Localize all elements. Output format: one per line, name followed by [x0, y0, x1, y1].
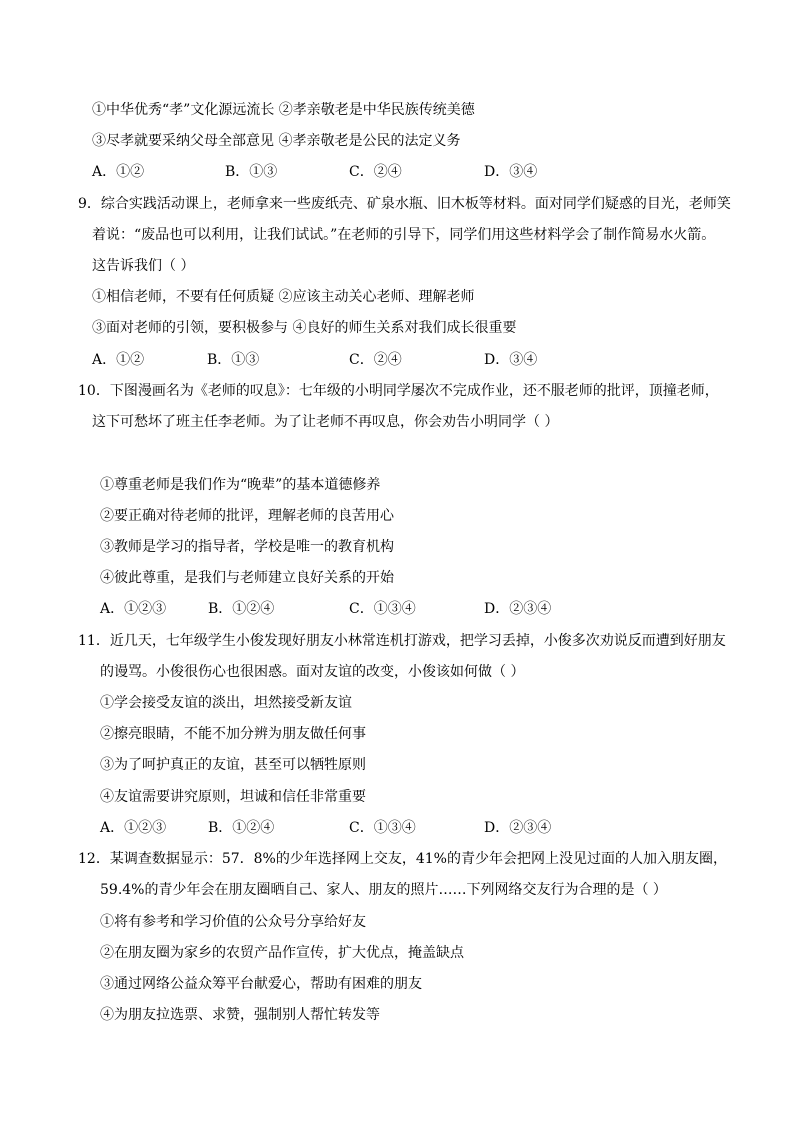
q10-statement-3: ③教师是学习的指导者，学校是唯一的教育机构 — [100, 539, 394, 555]
q9-option-b[interactable]: B．①③ — [207, 352, 260, 368]
q12-statement-1: ①将有参考和学习价值的公众号分享给好友 — [100, 914, 366, 930]
q8-option-d[interactable]: D．③④ — [484, 164, 538, 180]
q9-option-c[interactable]: C．②④ — [349, 352, 402, 368]
q11-option-a[interactable]: A．①②③ — [100, 820, 167, 836]
q11-stem-line-1: 11．近几天，七年级学生小俊发现好朋友小林常连机打游戏，把学习丢掉，小俊多次劝说反而遭到好朋友 — [78, 633, 726, 649]
q11-stem-line-2: 的谩骂。小俊很伤心也很困惑。面对友谊的改变，小俊该如何做（ ） — [100, 664, 525, 680]
q9-statement-1: ①相信老师，不要有任何质疑 ②应该主动关心老师、理解老师 — [92, 289, 475, 305]
q11-option-d[interactable]: D．②③④ — [484, 820, 552, 836]
q10-statement-1: ①尊重老师是我们作为“晚辈”的基本道德修养 — [100, 477, 381, 493]
q8-option-b[interactable]: B．①③ — [225, 164, 278, 180]
q8-statement-2: ③尽孝就要采纳父母全部意见 ④孝亲敬老是公民的法定义务 — [92, 133, 461, 149]
q10-stem-line-2: 这下可愁坏了班主任李老师。为了让老师不再叹息，你会劝告小明同学（ ） — [92, 414, 559, 430]
q10-option-c[interactable]: C．①③④ — [349, 601, 416, 617]
q10-statement-4: ④彼此尊重，是我们与老师建立良好关系的开始 — [100, 570, 394, 586]
q12-stem-line-1: 12．某调查数据显示：57．8%的少年选择网上交友，41%的青少年会把网上没见过面的人加入朋友圈， — [78, 851, 727, 867]
q9-option-a[interactable]: A．①② — [92, 352, 145, 368]
q8-option-c[interactable]: C．②④ — [349, 164, 402, 180]
q12-statement-2: ②在朋友圈为家乡的农贸产品作宣传，扩大优点，掩盖缺点 — [100, 945, 464, 961]
q12-stem-line-2: 59.4%的青少年会在朋友圈晒自己、家人、朋友的照片……下列网络交友行为合理的是（ ） — [100, 882, 667, 898]
q11-statement-1: ①学会接受友谊的淡出，坦然接受新友谊 — [100, 695, 352, 711]
q12-statement-3: ③通过网络公益众筹平台献爱心，帮助有困难的朋友 — [100, 976, 422, 992]
q10-stem-line-1: 10．下图漫画名为《老师的叹息》：七年级的小明同学屡次不完成作业，还不服老师的批评，顶撞老师， — [78, 383, 719, 399]
q10-option-a[interactable]: A．①②③ — [100, 601, 167, 617]
q9-stem-line-3: 这告诉我们（ ） — [92, 258, 195, 274]
q11-option-c[interactable]: C．①③④ — [349, 820, 416, 836]
q11-statement-2: ②擦亮眼睛，不能不加分辨为朋友做任何事 — [100, 726, 366, 742]
q12-statement-4: ④为朋友拉选票、求赞，强制别人帮忙转发等 — [100, 1007, 380, 1023]
q11-option-b[interactable]: B．①②④ — [208, 820, 275, 836]
q11-statement-3: ③为了呵护真正的友谊，甚至可以牺牲原则 — [100, 757, 366, 773]
q8-statement-1: ①中华优秀“孝”文化源远流长 ②孝亲敬老是中华民族传统美德 — [92, 102, 475, 118]
q11-statement-4: ④友谊需要讲究原则，坦诚和信任非常重要 — [100, 789, 366, 805]
q10-option-b[interactable]: B．①②④ — [208, 601, 275, 617]
q8-option-a[interactable]: A．①② — [92, 164, 145, 180]
q10-statement-2: ②要正确对待老师的批评，理解老师的良苦用心 — [100, 508, 394, 524]
q9-option-d[interactable]: D．③④ — [484, 352, 538, 368]
q9-stem-line-1: 9．综合实践活动课上，老师拿来一些废纸壳、矿泉水瓶、旧木板等材料。面对同学们疑惑的目光，老师笑 — [78, 196, 731, 212]
q9-statement-2: ③面对老师的引领，要积极参与 ④良好的师生关系对我们成长很重要 — [92, 320, 517, 336]
q10-option-d[interactable]: D．②③④ — [484, 601, 552, 617]
q9-stem-line-2: 着说：“废品也可以利用，让我们试试。”在老师的引导下，同学们用这些材料学会了制作简易水火箭。 — [92, 227, 716, 243]
